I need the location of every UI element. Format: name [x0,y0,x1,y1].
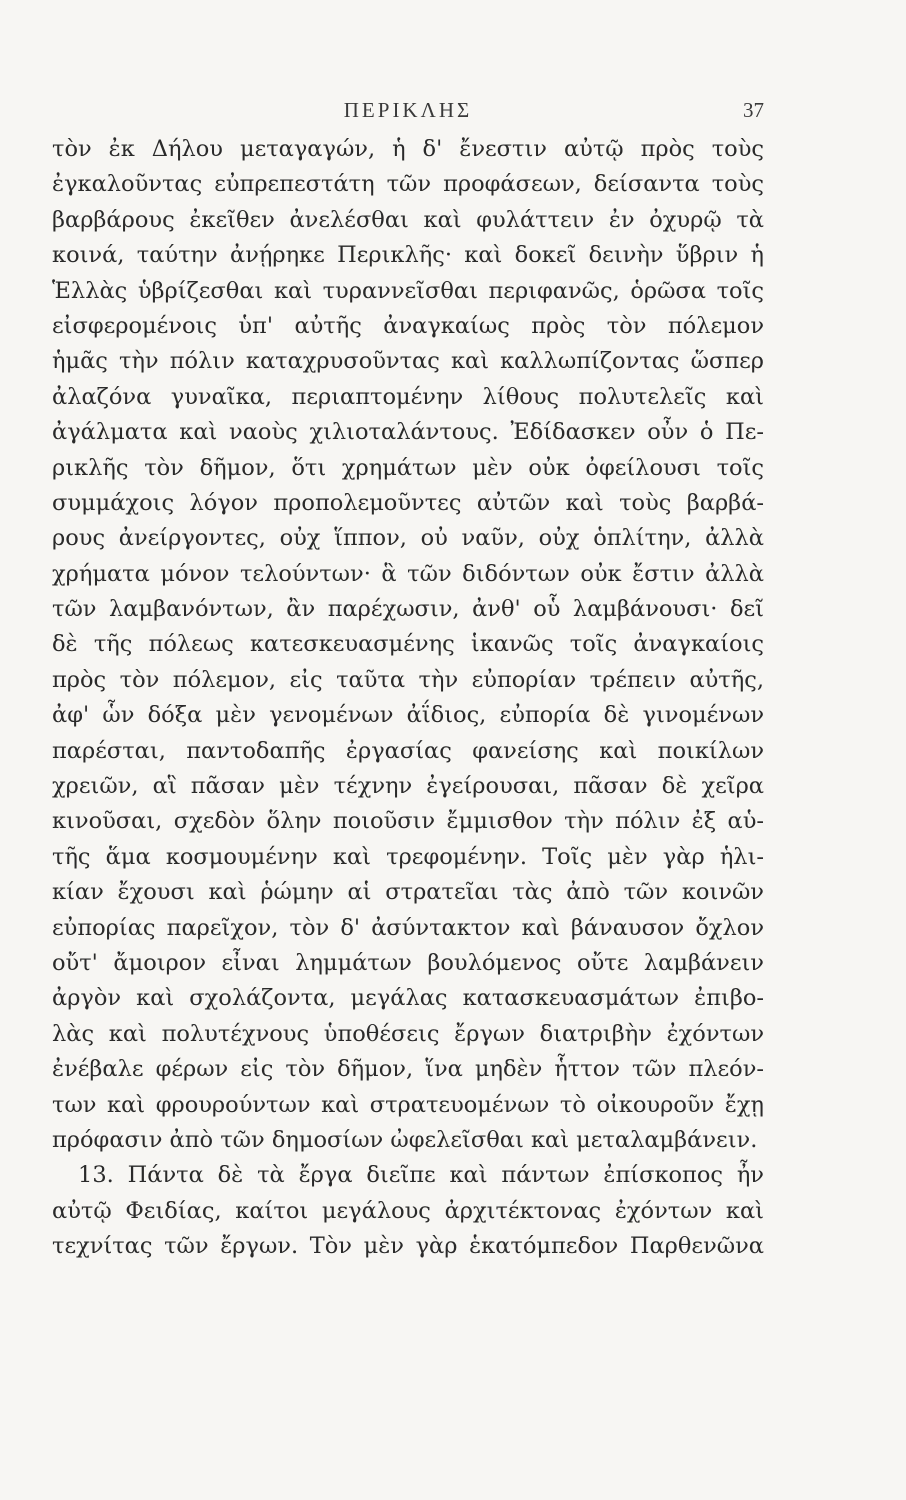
text-line: πρὸς τὸν πόλεμον, εἰς ταῦτα τὴν εὐπορίαν τρέπειν αὐτῆς, [52,666,764,693]
text-line: ἀλαζόνα γυναῖκα, περιαπτομένην λίθους πολυτελεῖς καὶ [52,383,764,410]
text-line: βαρβάρους ἐκεῖθεν ἀνελέσθαι καὶ φυλάττειν ἐν ὀχυρῷ τὰ [52,206,764,233]
text-line: ἀργὸν καὶ σχολάζοντα, μεγάλας κατασκευασμάτων ἐπιβο- [52,985,764,1012]
text-line: κινοῦσαι, σχεδὸν ὅλην ποιοῦσιν ἔμμισθον τὴν πόλιν ἐξ αὑ- [52,808,764,835]
page-header [52,98,764,128]
section-start-line: 13. Πάντα δὲ τὰ ἔργα διεῖπε καὶ πάντων ἐπίσκοπος ἦν [78,1162,764,1189]
text-line: ἐγκαλοῦντας εὐπρεπεστάτη τῶν προφάσεων, δείσαντα τοὺς [52,171,764,198]
text-line: παρέσται, παντοδαπῆς ἐργασίας φανείσης καὶ ποικίλων [52,737,764,764]
text-line: ἡμᾶς τὴν πόλιν καταχρυσοῦντας καὶ καλλωπίζοντας ὥσπερ [52,348,764,375]
text-line: εὐπορίας παρεῖχον, τὸν δ' ἀσύντακτον καὶ βάναυσον ὄχλον [52,914,764,941]
text-line: κίαν ἔχουσι καὶ ῥώμην αἱ στρατεῖαι τὰς ἀπὸ τῶν κοινῶν [52,879,764,906]
text-line: ἀφ' ὧν δόξα μὲν γενομένων ἀΐδιος, εὐπορία δὲ γινομένων [52,702,764,729]
running-title: ΠΕΡΙΚΛΗΣ [343,98,473,122]
text-line: αὐτῷ Φειδίας, καίτοι μεγάλους ἀρχιτέκτονας ἐχόντων καὶ [52,1197,764,1224]
text-line: χρήματα μόνον τελούντων· ἃ τῶν διδόντων οὐκ ἔστιν ἀλλὰ [52,560,764,587]
text-line: λὰς καὶ πολυτέχνους ὑποθέσεις ἔργων διατριβὴν ἐχόντων [52,1020,764,1047]
text-line: δὲ τῆς πόλεως κατεσκευασμένης ἱκανῶς τοῖς ἀναγκαίοις [52,631,764,658]
text-line: τῶν λαμβανόντων, ἂν παρέχωσιν, ἀνθ' οὗ λαμβάνουσι· δεῖ [52,596,764,623]
paragraph-end-line: πρόφασιν ἀπὸ τῶν δημοσίων ὠφελεῖσθαι καὶ μεταλαμβάνειν. [52,1126,758,1153]
text-line: οὔτ' ἄμοιρον εἶναι λημμάτων βουλόμενος οὔτε λαμβάνειν [52,949,764,976]
text-line: Ἑλλὰς ὑβρίζεσθαι καὶ τυραννεῖσθαι περιφανῶς, ὁρῶσα τοῖς [52,277,764,304]
text-line: ρικλῆς τὸν δῆμον, ὅτι χρημάτων μὲν οὐκ ὀφείλουσι τοῖς [52,454,764,481]
text-line: τεχνίτας τῶν ἔργων. Τὸν μὲν γὰρ ἑκατόμπεδον Παρθενῶνα [52,1233,764,1260]
text-line: συμμάχοις λόγον προπολεμοῦντες αὐτῶν καὶ τοὺς βαρβά- [52,489,764,516]
text-line: χρειῶν, αἳ πᾶσαν μὲν τέχνην ἐγείρουσαι, πᾶσαν δὲ χεῖρα [52,773,764,800]
text-line: τῆς ἅμα κοσμουμένην καὶ τρεφομένην. Τοῖς μὲν γὰρ ἡλι- [52,843,764,870]
text-line: κοινά, ταύτην ἀνῄρηκε Περικλῆς· καὶ δοκεῖ δεινὴν ὕβριν ἡ [52,242,764,269]
body-text [52,132,764,1265]
text-line: εἰσφερομένοις ὑπ' αὐτῆς ἀναγκαίως πρὸς τὸν πόλεμον [52,312,764,339]
text-line: των καὶ φρουρούντων καὶ στρατευομένων τὸ οἰκουροῦν ἔχῃ [52,1091,764,1118]
text-line: τὸν ἐκ Δήλου μεταγαγών, ἡ δ' ἔνεστιν αὐτῷ πρὸς τοὺς [52,136,764,162]
text-line: ἀγάλματα καὶ ναοὺς χιλιοταλάντους. Ἐδίδασκεν οὖν ὁ Πε- [52,419,764,446]
text-line: ρους ἀνείργοντες, οὐχ ἵππον, οὐ ναῦν, οὐχ ὁπλίτην, ἀλλὰ [52,525,764,552]
page-number: 37 [743,98,764,122]
text-line: ἐνέβαλε φέρων εἰς τὸν δῆμον, ἵνα μηδὲν ἧττον τῶν πλεόν- [52,1056,764,1083]
